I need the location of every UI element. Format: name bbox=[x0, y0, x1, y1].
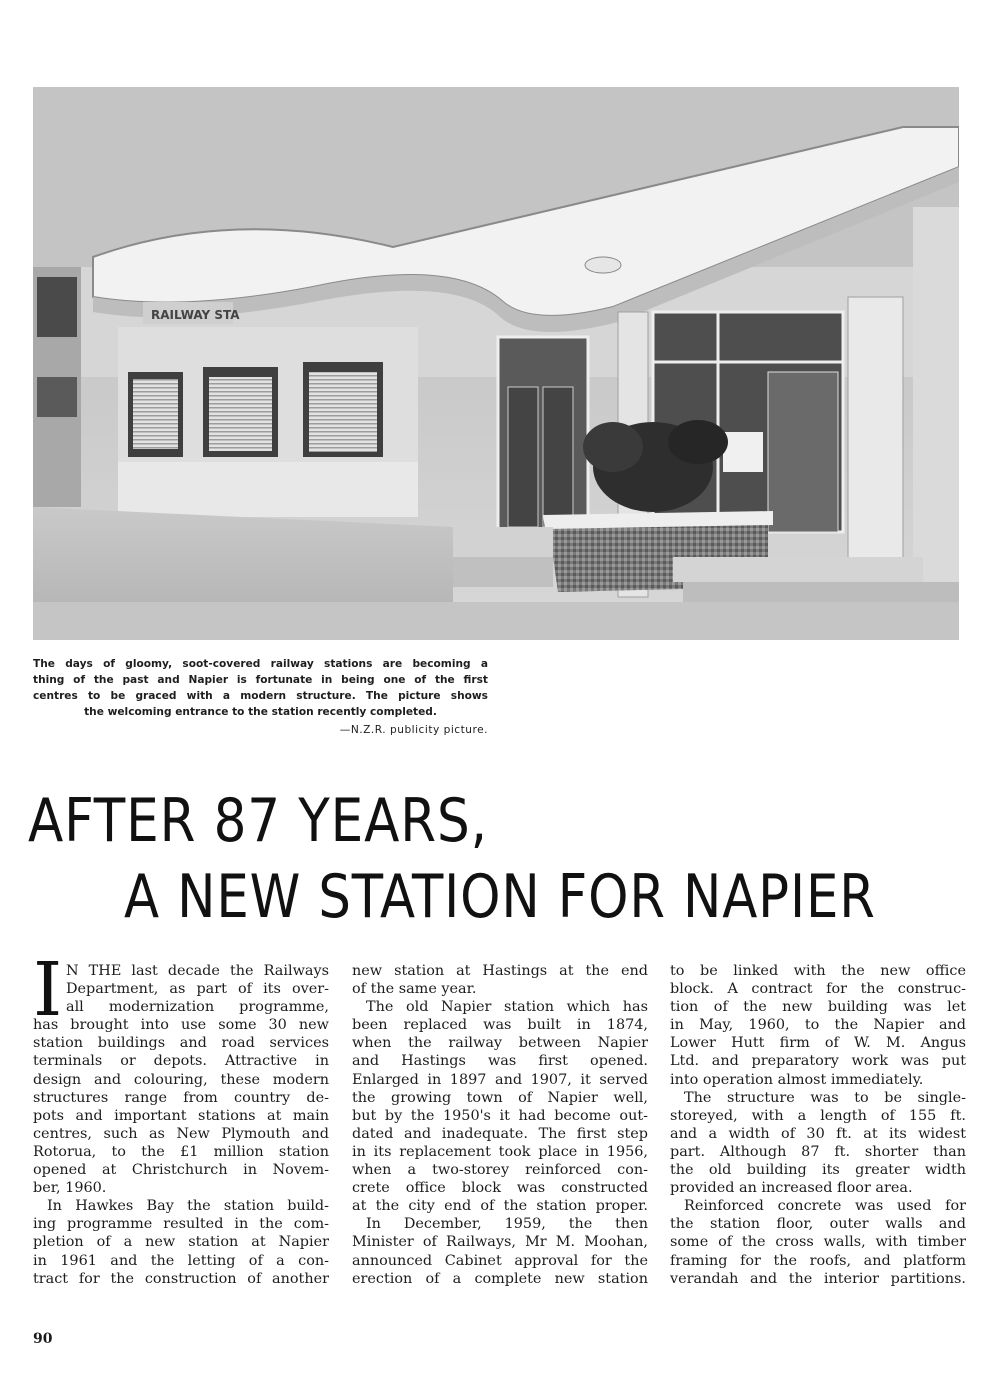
text-line: design and colouring, these modern bbox=[33, 1071, 329, 1088]
text-line: but by the 1950's it had become out- bbox=[352, 1107, 648, 1124]
text-line: dated and inadequate. The first step bbox=[352, 1125, 648, 1142]
text-line: In December, 1959, the then bbox=[366, 1216, 648, 1233]
headline-line-1: AFTER 87 YEARS, bbox=[28, 786, 488, 856]
text-line: at the city end of the station proper. bbox=[352, 1198, 648, 1215]
text-line: been replaced was built in 1874, bbox=[352, 1017, 648, 1034]
station-photograph bbox=[33, 87, 959, 640]
text-line: In Hawkes Bay the station build- bbox=[47, 1198, 329, 1215]
text-line: ber, 1960. bbox=[33, 1180, 107, 1197]
text-line: Enlarged in 1897 and 1907, it served bbox=[352, 1071, 648, 1088]
text-line: and a width of 30 ft. at its widest bbox=[670, 1125, 966, 1142]
text-line: Reinforced concrete was used for bbox=[684, 1198, 966, 1215]
text-line: tract for the construction of another bbox=[33, 1270, 329, 1287]
article-column-1 bbox=[33, 947, 329, 1288]
caption-line: the welcoming entrance to the station recently completed. bbox=[84, 706, 437, 718]
text-line: of the same year. bbox=[352, 981, 477, 998]
page-number: 90 bbox=[33, 1331, 53, 1347]
drop-cap: I bbox=[33, 947, 63, 1033]
station-entrance-illustration bbox=[33, 87, 959, 640]
text-line: Minister of Railways, Mr M. Moohan, bbox=[352, 1234, 648, 1251]
text-line: part. Although 87 ft. shorter than bbox=[670, 1143, 966, 1160]
text-line: storeyed, with a length of 155 ft. bbox=[670, 1107, 966, 1124]
text-line: new station at Hastings at the end bbox=[352, 963, 648, 979]
text-line: The structure was to be single- bbox=[684, 1089, 966, 1106]
text-line: terminals or depots. Attractive in bbox=[33, 1053, 329, 1070]
text-line: the old building its greater width bbox=[670, 1162, 966, 1179]
text-line: Ltd. and preparatory work was put bbox=[670, 1053, 966, 1070]
article-column-3 bbox=[670, 962, 966, 1288]
text-line: tion of the new building was let bbox=[670, 999, 966, 1016]
text-line: opened at Christchurch in Novem- bbox=[33, 1162, 329, 1179]
text-line: crete office block was constructed bbox=[352, 1180, 648, 1197]
headline-line-2: A NEW STATION FOR NAPIER bbox=[124, 862, 876, 932]
text-line: in 1961 and the letting of a con- bbox=[33, 1252, 329, 1269]
text-line: ing programme resulted in the com- bbox=[33, 1216, 329, 1233]
text-line: structures range from country de- bbox=[33, 1089, 329, 1106]
caption-line: centres to be graced with a modern structure. The picture shows bbox=[33, 690, 488, 702]
caption-line: The days of gloomy, soot-covered railway stations are becoming a bbox=[33, 658, 488, 670]
text-line: to be linked with the new office bbox=[670, 963, 966, 979]
text-line: pots and important stations at main bbox=[33, 1107, 329, 1124]
photo-credit: —N.Z.R. publicity picture. bbox=[339, 724, 488, 736]
text-line: Lower Hutt firm of W. M. Angus bbox=[670, 1035, 966, 1052]
photo-caption bbox=[33, 656, 488, 738]
text-line: some of the cross walls, with timber bbox=[670, 1234, 966, 1251]
text-line: into operation almost immediately. bbox=[670, 1071, 924, 1088]
article-column-2 bbox=[352, 962, 648, 1288]
text-line: the growing town of Napier well, bbox=[352, 1089, 648, 1106]
text-line: has brought into use some 30 new bbox=[33, 1017, 329, 1034]
station-sign-text: RAILWAY STA bbox=[151, 308, 240, 322]
text-line: station buildings and road services bbox=[33, 1035, 329, 1052]
text-line: verandah and the interior partitions. bbox=[670, 1270, 966, 1287]
text-line: all modernization programme, bbox=[66, 999, 329, 1016]
text-line: in its replacement took place in 1956, bbox=[352, 1143, 648, 1160]
text-line: when a two-storey reinforced con- bbox=[352, 1162, 648, 1179]
caption-line: thing of the past and Napier is fortunate in being one of the first bbox=[33, 674, 488, 686]
text-line: The old Napier station which has bbox=[366, 999, 648, 1016]
text-line: Department, as part of its over- bbox=[66, 981, 329, 998]
text-line: and Hastings was first opened. bbox=[352, 1053, 648, 1070]
text-line: in May, 1960, to the Napier and bbox=[670, 1017, 966, 1034]
text-line: the station floor, outer walls and bbox=[670, 1216, 966, 1233]
text-line: announced Cabinet approval for the bbox=[352, 1252, 648, 1269]
text-line: framing for the roofs, and platform bbox=[670, 1252, 966, 1269]
text-line: provided an increased floor area. bbox=[670, 1180, 913, 1197]
text-line: when the railway between Napier bbox=[352, 1035, 648, 1052]
text-line: erection of a complete new station bbox=[352, 1270, 648, 1287]
text-line: pletion of a new station at Napier bbox=[33, 1234, 329, 1251]
text-line: N THE last decade the Railways bbox=[66, 963, 329, 979]
text-line: block. A contract for the construc- bbox=[670, 981, 966, 998]
text-line: Rotorua, to the £1 million station bbox=[33, 1143, 329, 1160]
text-line: centres, such as New Plymouth and bbox=[33, 1125, 329, 1142]
